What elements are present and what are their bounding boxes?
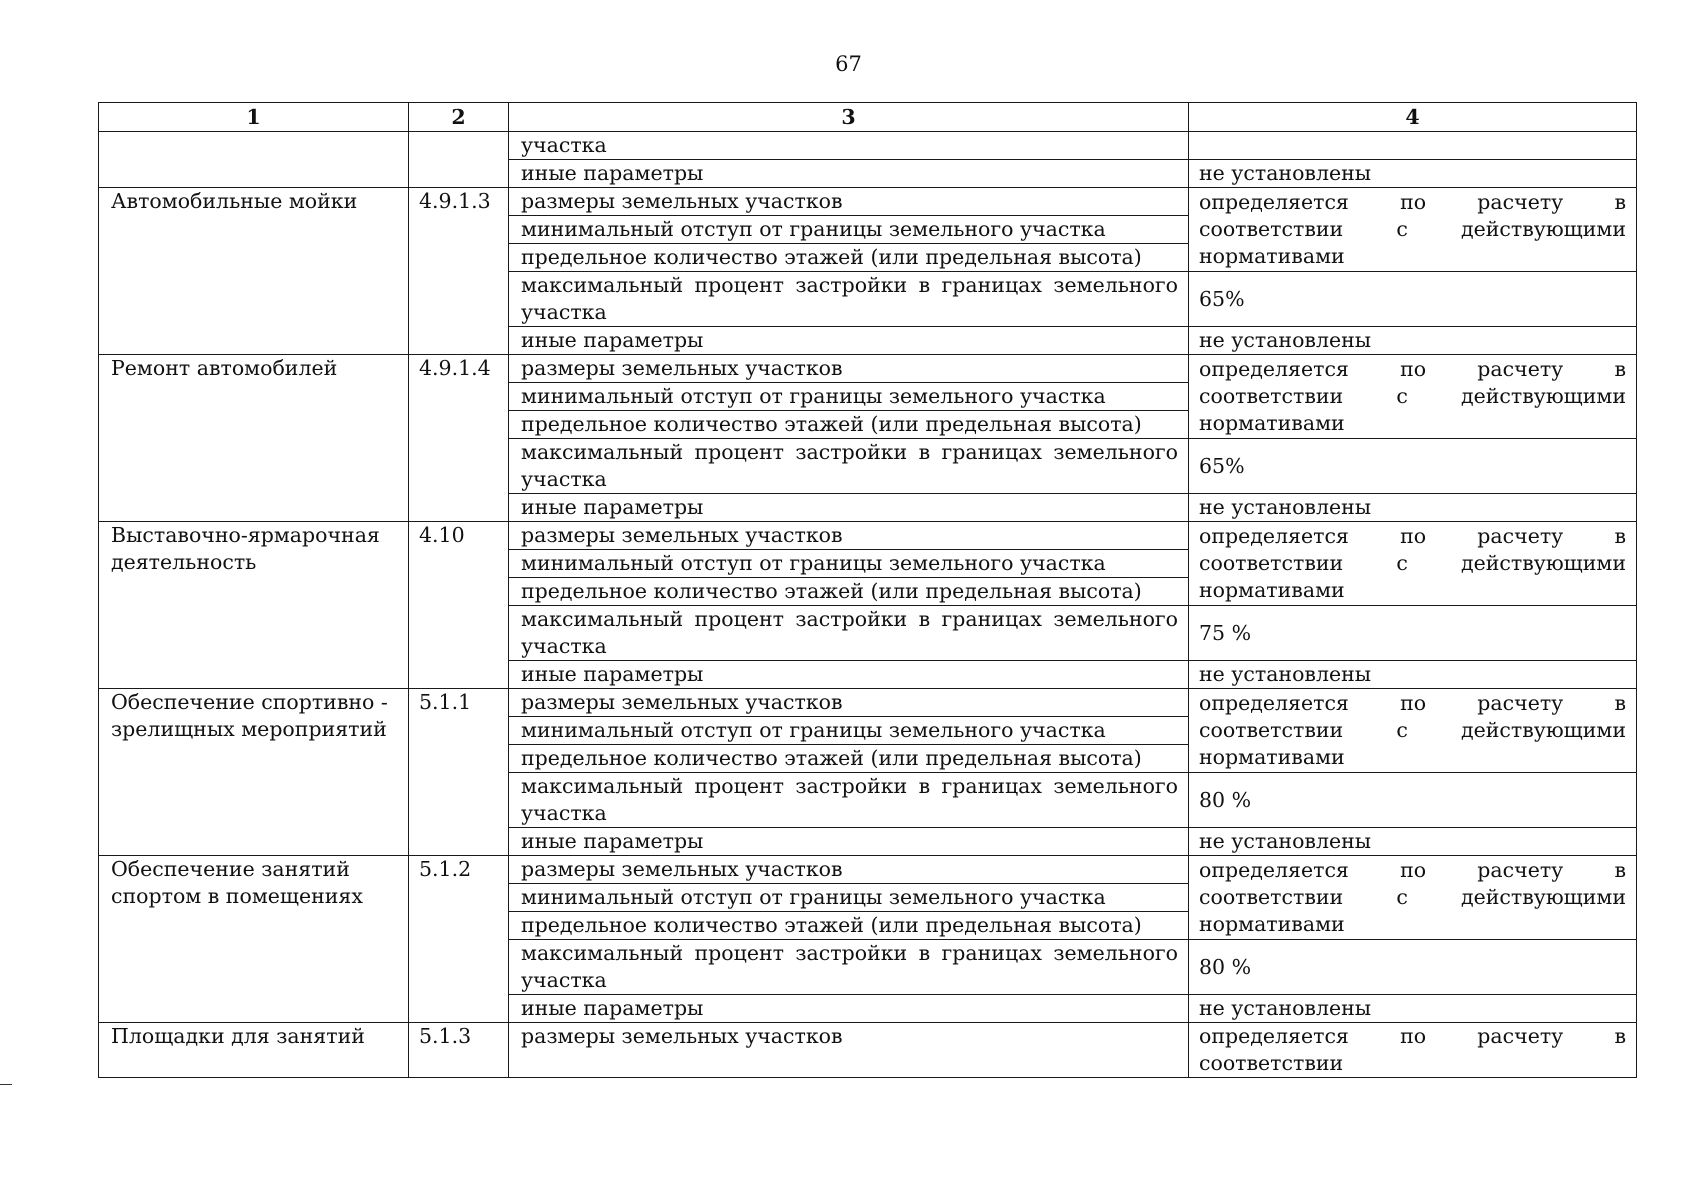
parameter-cell: иные параметры [509,828,1189,856]
parameter-cell: предельное количество этажей (или предельная высота) [509,745,1189,773]
value-cell: 65% [1189,272,1637,327]
parameter-cell: размеры земельных участков [509,689,1189,717]
header-col-2: 2 [409,103,509,132]
value-cell: определяется по расчету в соответствии с действующими нормативами [1189,689,1637,773]
parameter-cell: размеры земельных участков [509,856,1189,884]
use-type-name: Обеспечение занятий спортом в помещениях [99,856,409,1023]
value-cell: определяется по расчету в соответствии [1189,1023,1637,1078]
value-cell: определяется по расчету в соответствии с действующими нормативами [1189,188,1637,272]
use-type-code: 5.1.2 [409,856,509,1023]
parameter-cell: минимальный отступ от границы земельного участка [509,216,1189,244]
use-type-name: Автомобильные мойки [99,188,409,355]
header-col-1: 1 [99,103,409,132]
page-number: 67 [835,52,862,76]
parameter-cell: иные параметры [509,661,1189,689]
parameter-cell: размеры земельных участков [509,188,1189,216]
parameter-cell: иные параметры [509,160,1189,188]
margin-mark [0,1084,12,1085]
continuation-code-cell [409,132,509,188]
header-col-3: 3 [509,103,1189,132]
table-row [99,689,1637,717]
use-type-name: Ремонт автомобилей [99,355,409,522]
parameter-cell: предельное количество этажей (или предельная высота) [509,244,1189,272]
parameter-cell: иные параметры [509,995,1189,1023]
parameter-cell: иные параметры [509,327,1189,355]
value-cell: определяется по расчету в соответствии с действующими нормативами [1189,355,1637,439]
use-type-code: 4.9.1.4 [409,355,509,522]
table-row [99,188,1637,216]
parameter-cell: размеры земельных участков [509,355,1189,383]
value-cell: определяется по расчету в соответствии с действующими нормативами [1189,856,1637,940]
use-type-name: Площадки для занятий [99,1023,409,1078]
value-cell: не установлены [1189,160,1637,188]
table-row [99,856,1637,884]
value-cell: не установлены [1189,494,1637,522]
value-cell: 75 % [1189,606,1637,661]
value-cell-empty [1189,132,1637,160]
value-cell: 80 % [1189,940,1637,995]
value-cell: 80 % [1189,773,1637,828]
parameter-cell: участка [509,132,1189,160]
value-cell: не установлены [1189,327,1637,355]
header-row [99,103,1637,132]
table-row [99,355,1637,383]
parameter-cell: размеры земельных участков [509,1023,1189,1078]
parameter-cell: иные параметры [509,494,1189,522]
table-row [99,132,1637,160]
use-type-name: Обеспечение спортивно - зрелищных мероприятий [99,689,409,856]
value-cell: не установлены [1189,995,1637,1023]
header-col-4: 4 [1189,103,1637,132]
parameter-cell: минимальный отступ от границы земельного участка [509,550,1189,578]
continuation-name-cell [99,132,409,188]
parameter-cell: минимальный отступ от границы земельного участка [509,884,1189,912]
table-row [99,1023,1637,1078]
use-type-code: 5.1.3 [409,1023,509,1078]
value-cell: 65% [1189,439,1637,494]
parameter-cell: размеры земельных участков [509,522,1189,550]
use-type-code: 4.10 [409,522,509,689]
parameter-cell: максимальный процент застройки в границах земельного участка [509,606,1189,661]
value-cell: определяется по расчету в соответствии с действующими нормативами [1189,522,1637,606]
parameter-cell: предельное количество этажей (или предельная высота) [509,912,1189,940]
parameter-cell: максимальный процент застройки в границах земельного участка [509,773,1189,828]
parameter-cell: максимальный процент застройки в границах земельного участка [509,940,1189,995]
value-cell: не установлены [1189,661,1637,689]
use-type-name: Выставочно-ярмарочная деятельность [99,522,409,689]
land-use-parameters-table [98,102,1637,1078]
parameter-cell: предельное количество этажей (или предельная высота) [509,411,1189,439]
parameter-cell: минимальный отступ от границы земельного участка [509,717,1189,745]
value-cell: не установлены [1189,828,1637,856]
parameter-cell: предельное количество этажей (или предельная высота) [509,578,1189,606]
parameter-cell: минимальный отступ от границы земельного участка [509,383,1189,411]
use-type-code: 4.9.1.3 [409,188,509,355]
parameter-cell: максимальный процент застройки в границах земельного участка [509,439,1189,494]
table-row [99,522,1637,550]
use-type-code: 5.1.1 [409,689,509,856]
parameter-cell: максимальный процент застройки в границах земельного участка [509,272,1189,327]
